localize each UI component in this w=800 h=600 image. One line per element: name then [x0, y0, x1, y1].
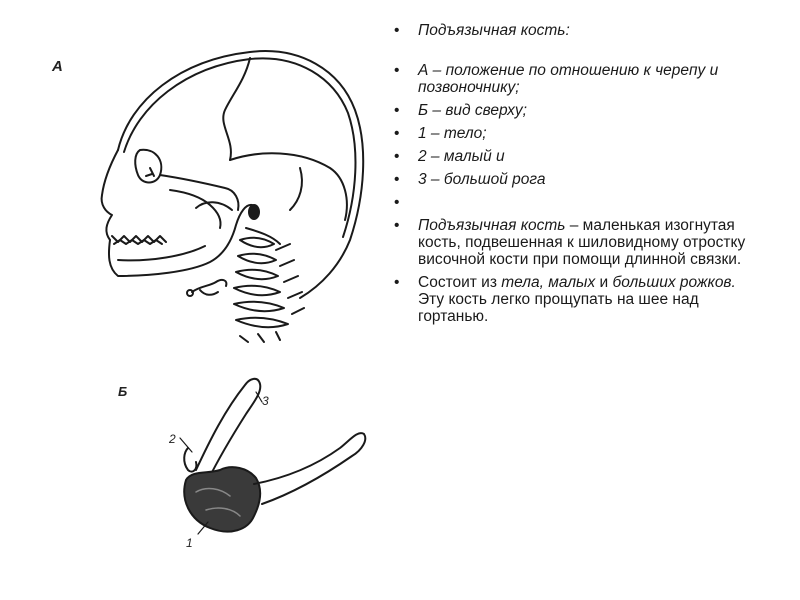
composition-and: и	[595, 274, 613, 291]
composition-rest: Эту кость легко прощупать на шее над гортанью.	[418, 291, 699, 325]
list-item: • 3 – большой рога	[394, 171, 764, 188]
definition-text: – маленькая изогнутая кость, подвешенная к шиловидному отростку височной кости при помощи длинной связки.	[418, 217, 746, 268]
definition-term: Подъязычная кость	[418, 217, 566, 234]
text-panel	[394, 22, 764, 331]
callout-lesser-horn: 2	[169, 432, 176, 446]
callout-greater-horn: 3	[262, 394, 269, 408]
list-item: • 1 – тело;	[394, 125, 764, 142]
figure-label-a: А	[52, 58, 63, 75]
composition-item	[394, 274, 764, 325]
bullet-list	[394, 22, 764, 325]
list-item: • Б – вид сверху;	[394, 102, 764, 119]
composition-prefix: Состоит из	[418, 274, 502, 291]
list-item: • А – положение по отношению к черепу и позвоночнику;	[394, 62, 764, 96]
callout-body: 1	[186, 536, 193, 550]
composition-term-1: тела, малых	[501, 274, 596, 291]
definition-item	[394, 217, 764, 268]
empty-bullet	[394, 194, 764, 211]
heading-item: • Подъязычная кость:	[394, 22, 764, 39]
figure-label-b: Б	[118, 384, 128, 399]
list-item: • 2 – малый и	[394, 148, 764, 165]
composition-term-2: больших рожков.	[612, 274, 736, 291]
